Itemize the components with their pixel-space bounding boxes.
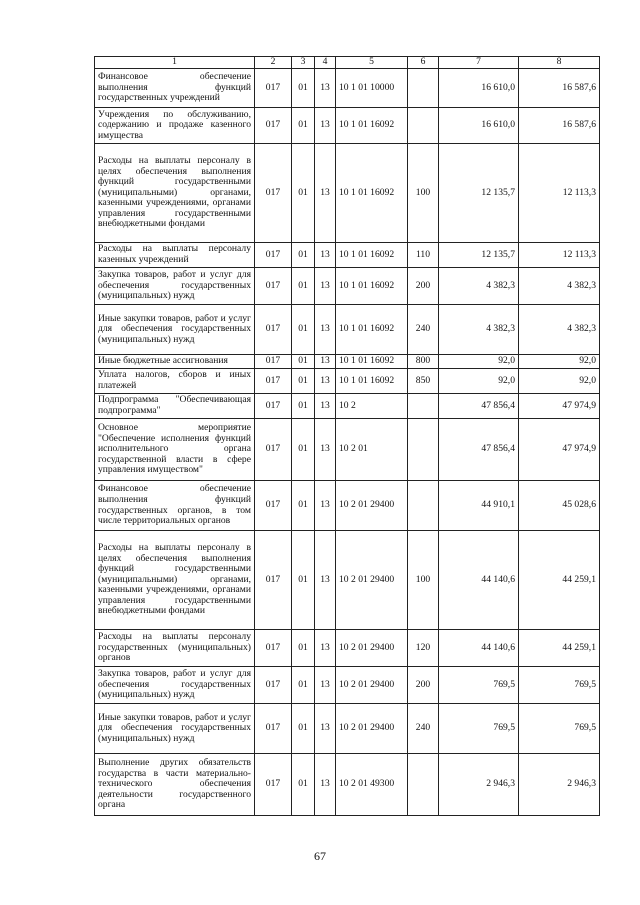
ministry-code: 017 xyxy=(255,630,292,667)
ministry-code: 017 xyxy=(255,144,292,243)
ministry-code: 017 xyxy=(255,754,292,816)
amount-year-1: 769,5 xyxy=(439,704,519,754)
amount-year-2: 16 587,6 xyxy=(519,69,600,108)
table-row xyxy=(95,108,600,144)
subsection-code: 13 xyxy=(315,69,336,108)
table-row xyxy=(95,305,600,355)
subsection-code: 13 xyxy=(315,531,336,630)
expense-type-code xyxy=(408,419,439,481)
expense-type-code: 100 xyxy=(408,531,439,630)
ministry-code: 017 xyxy=(255,69,292,108)
expense-name: Закупка товаров, работ и услуг для обеспечения государственных (муниципальных) нужд xyxy=(95,268,255,305)
target-article-code: 10 1 01 16092 xyxy=(336,355,408,369)
expense-name: Учреждения по обслуживанию, содержанию и продаже казенного имущества xyxy=(95,108,255,144)
amount-year-1: 92,0 xyxy=(439,355,519,369)
amount-year-2: 12 113,3 xyxy=(519,243,600,268)
amount-year-2: 45 028,6 xyxy=(519,481,600,531)
section-code: 01 xyxy=(292,305,315,355)
section-code: 01 xyxy=(292,268,315,305)
amount-year-1: 4 382,3 xyxy=(439,268,519,305)
expense-type-code: 110 xyxy=(408,243,439,268)
expense-type-code: 100 xyxy=(408,144,439,243)
expense-name: Иные закупки товаров, работ и услуг для обеспечения государственных (муниципальных) нужд xyxy=(95,704,255,754)
amount-year-2: 12 113,3 xyxy=(519,144,600,243)
expense-type-code: 240 xyxy=(408,704,439,754)
subsection-code: 13 xyxy=(315,108,336,144)
expense-name: Финансовое обеспечение выполнения функций государственных учреждений xyxy=(95,69,255,108)
amount-year-2: 769,5 xyxy=(519,667,600,704)
amount-year-1: 47 856,4 xyxy=(439,394,519,419)
section-code: 01 xyxy=(292,419,315,481)
expense-type-code: 800 xyxy=(408,355,439,369)
column-number-row xyxy=(95,57,600,69)
amount-year-1: 16 610,0 xyxy=(439,108,519,144)
target-article-code: 10 1 01 16092 xyxy=(336,243,408,268)
section-code: 01 xyxy=(292,243,315,268)
section-code: 01 xyxy=(292,369,315,394)
expense-type-code: 200 xyxy=(408,667,439,704)
table-row xyxy=(95,355,600,369)
amount-year-2: 47 974,9 xyxy=(519,419,600,481)
amount-year-1: 12 135,7 xyxy=(439,243,519,268)
amount-year-2: 92,0 xyxy=(519,369,600,394)
subsection-code: 13 xyxy=(315,144,336,243)
target-article-code: 10 1 01 16092 xyxy=(336,108,408,144)
page-number: 67 xyxy=(314,849,326,863)
section-code: 01 xyxy=(292,754,315,816)
expense-name: Финансовое обеспечение выполнения функций государственных органов, в том числе территориальных органов xyxy=(95,481,255,531)
amount-year-2: 47 974,9 xyxy=(519,394,600,419)
section-code: 01 xyxy=(292,69,315,108)
expense-name: Основное мероприятие "Обеспечение исполнения функций исполнительного органа государственной власти в сфере управления имуществом" xyxy=(95,419,255,481)
column-header: 7 xyxy=(439,57,519,69)
section-code: 01 xyxy=(292,355,315,369)
section-code: 01 xyxy=(292,144,315,243)
amount-year-2: 44 259,1 xyxy=(519,630,600,667)
expense-name: Иные закупки товаров, работ и услуг для обеспечения государственных (муниципальных) нужд xyxy=(95,305,255,355)
column-header: 5 xyxy=(336,57,408,69)
table-row xyxy=(95,394,600,419)
section-code: 01 xyxy=(292,667,315,704)
amount-year-1: 47 856,4 xyxy=(439,419,519,481)
subsection-code: 13 xyxy=(315,667,336,704)
table-row xyxy=(95,667,600,704)
section-code: 01 xyxy=(292,704,315,754)
ministry-code: 017 xyxy=(255,268,292,305)
target-article-code: 10 2 01 29400 xyxy=(336,481,408,531)
ministry-code: 017 xyxy=(255,531,292,630)
amount-year-2: 16 587,6 xyxy=(519,108,600,144)
table-row xyxy=(95,531,600,630)
expense-name: Расходы на выплаты персоналу в целях обеспечения выполнения функций государственными (муниципальными) органами, казенными учреждениями, органами управления государственными внебюджетными фондами xyxy=(95,531,255,630)
ministry-code: 017 xyxy=(255,419,292,481)
ministry-code: 017 xyxy=(255,394,292,419)
subsection-code: 13 xyxy=(315,394,336,419)
amount-year-2: 769,5 xyxy=(519,704,600,754)
target-article-code: 10 2 xyxy=(336,394,408,419)
target-article-code: 10 2 01 xyxy=(336,419,408,481)
table-row xyxy=(95,704,600,754)
target-article-code: 10 2 01 49300 xyxy=(336,754,408,816)
budget-table xyxy=(94,56,600,816)
expense-type-code: 120 xyxy=(408,630,439,667)
expense-name: Расходы на выплаты персоналу государственных (муниципальных) органов xyxy=(95,630,255,667)
table-row xyxy=(95,243,600,268)
ministry-code: 017 xyxy=(255,704,292,754)
amount-year-1: 44 910,1 xyxy=(439,481,519,531)
amount-year-1: 12 135,7 xyxy=(439,144,519,243)
column-header: 8 xyxy=(519,57,600,69)
ministry-code: 017 xyxy=(255,667,292,704)
table-row xyxy=(95,69,600,108)
expense-type-code: 200 xyxy=(408,268,439,305)
section-code: 01 xyxy=(292,108,315,144)
table-row xyxy=(95,481,600,531)
section-code: 01 xyxy=(292,481,315,531)
amount-year-2: 2 946,3 xyxy=(519,754,600,816)
target-article-code: 10 1 01 16092 xyxy=(336,144,408,243)
column-header: 1 xyxy=(95,57,255,69)
amount-year-1: 44 140,6 xyxy=(439,531,519,630)
ministry-code: 017 xyxy=(255,369,292,394)
target-article-code: 10 2 01 29400 xyxy=(336,531,408,630)
amount-year-2: 92,0 xyxy=(519,355,600,369)
subsection-code: 13 xyxy=(315,419,336,481)
expense-type-code xyxy=(408,394,439,419)
table-row xyxy=(95,754,600,816)
column-header: 2 xyxy=(255,57,292,69)
expense-name: Уплата налогов, сборов и иных платежей xyxy=(95,369,255,394)
section-code: 01 xyxy=(292,394,315,419)
amount-year-1: 769,5 xyxy=(439,667,519,704)
ministry-code: 017 xyxy=(255,481,292,531)
expense-type-code xyxy=(408,754,439,816)
target-article-code: 10 2 01 29400 xyxy=(336,704,408,754)
target-article-code: 10 2 01 29400 xyxy=(336,630,408,667)
expense-name: Закупка товаров, работ и услуг для обеспечения государственных (муниципальных) нужд xyxy=(95,667,255,704)
expense-type-code: 240 xyxy=(408,305,439,355)
subsection-code: 13 xyxy=(315,704,336,754)
target-article-code: 10 1 01 16092 xyxy=(336,305,408,355)
subsection-code: 13 xyxy=(315,369,336,394)
table-row xyxy=(95,268,600,305)
ministry-code: 017 xyxy=(255,108,292,144)
target-article-code: 10 1 01 16092 xyxy=(336,369,408,394)
target-article-code: 10 2 01 29400 xyxy=(336,667,408,704)
amount-year-2: 4 382,3 xyxy=(519,268,600,305)
subsection-code: 13 xyxy=(315,754,336,816)
expense-name: Расходы на выплаты персоналу в целях обеспечения выполнения функций государственными (муниципальными) органами, казенными учреждениями, органами управления государственными внебюджетными фондами xyxy=(95,144,255,243)
expense-type-code xyxy=(408,69,439,108)
target-article-code: 10 1 01 10000 xyxy=(336,69,408,108)
column-header: 3 xyxy=(292,57,315,69)
section-code: 01 xyxy=(292,630,315,667)
subsection-code: 13 xyxy=(315,305,336,355)
amount-year-1: 4 382,3 xyxy=(439,305,519,355)
expense-type-code xyxy=(408,108,439,144)
amount-year-1: 92,0 xyxy=(439,369,519,394)
ministry-code: 017 xyxy=(255,243,292,268)
expense-name: Выполнение других обязательств государства в части материально-технического обеспечения деятельности государственного органа xyxy=(95,754,255,816)
target-article-code: 10 1 01 16092 xyxy=(336,268,408,305)
subsection-code: 13 xyxy=(315,481,336,531)
column-header: 4 xyxy=(315,57,336,69)
table-row xyxy=(95,630,600,667)
column-header: 6 xyxy=(408,57,439,69)
amount-year-1: 44 140,6 xyxy=(439,630,519,667)
amount-year-2: 4 382,3 xyxy=(519,305,600,355)
expense-type-code: 850 xyxy=(408,369,439,394)
amount-year-1: 16 610,0 xyxy=(439,69,519,108)
subsection-code: 13 xyxy=(315,243,336,268)
amount-year-2: 44 259,1 xyxy=(519,531,600,630)
ministry-code: 017 xyxy=(255,355,292,369)
table-row xyxy=(95,144,600,243)
expense-name: Расходы на выплаты персоналу казенных учреждений xyxy=(95,243,255,268)
subsection-code: 13 xyxy=(315,355,336,369)
expense-name: Иные бюджетные ассигнования xyxy=(95,355,255,369)
ministry-code: 017 xyxy=(255,305,292,355)
amount-year-1: 2 946,3 xyxy=(439,754,519,816)
expense-type-code xyxy=(408,481,439,531)
expense-name: Подпрограмма "Обеспечивающая подпрограмма" xyxy=(95,394,255,419)
subsection-code: 13 xyxy=(315,268,336,305)
subsection-code: 13 xyxy=(315,630,336,667)
table-row xyxy=(95,369,600,394)
section-code: 01 xyxy=(292,531,315,630)
table-row xyxy=(95,419,600,481)
